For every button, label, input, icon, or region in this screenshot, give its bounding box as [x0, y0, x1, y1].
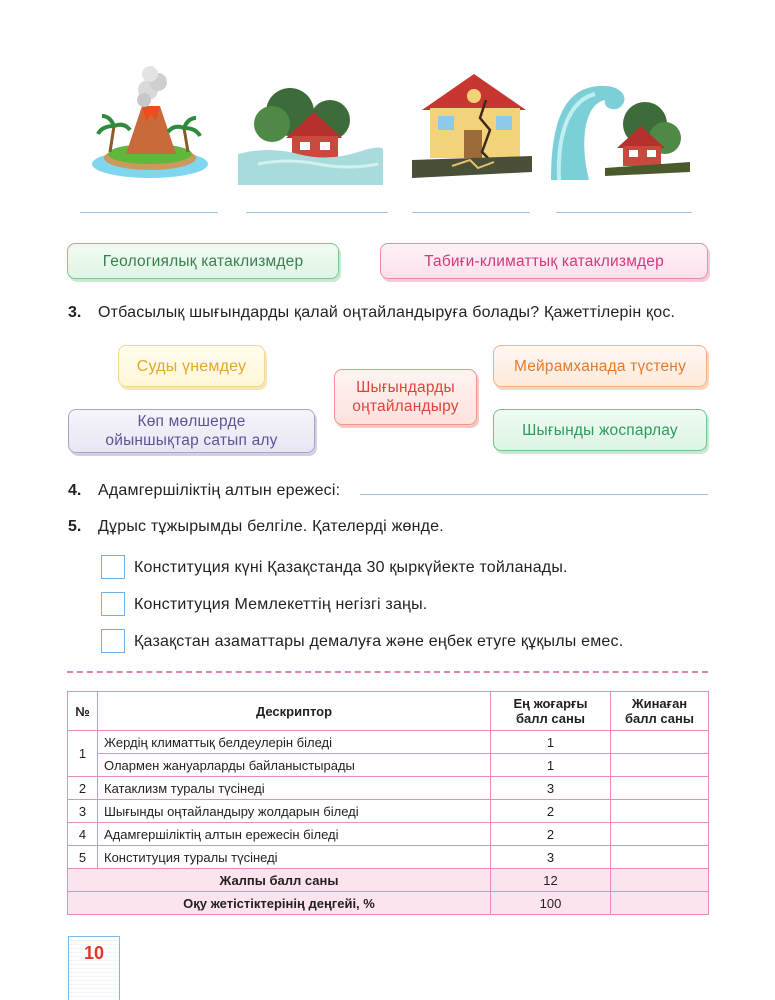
achievement-level-row [68, 892, 709, 915]
row-descriptor: Жердің климаттық белдеулерін біледі [98, 731, 491, 754]
answer-line[interactable] [80, 212, 218, 213]
statement-3: Қазақстан азаматтары демалуға және еңбек етуге құқылы емес. [134, 633, 624, 650]
statement-checkbox[interactable] [101, 555, 125, 579]
task-3-number: 3. [68, 304, 82, 321]
row-max-score: 3 [491, 846, 611, 869]
volcano-island-illustration [88, 60, 213, 185]
row-earned-score[interactable] [611, 731, 709, 754]
row-max-score: 1 [491, 731, 611, 754]
row-descriptor: Конституция туралы түсінеді [98, 846, 491, 869]
row-max-score: 2 [491, 800, 611, 823]
flood-house-illustration [238, 60, 383, 185]
row-earned-score[interactable] [611, 823, 709, 846]
table-row [68, 731, 709, 754]
option-save-water[interactable]: Суды үнемдеу [118, 345, 265, 387]
row-max-score: 2 [491, 823, 611, 846]
achievement-level-value: 100 [491, 892, 611, 915]
total-score-label: Жалпы балл саны [68, 869, 491, 892]
row-num: 2 [68, 777, 98, 800]
task-3-text: Отбасылық шығындарды қалай оңтайландыруға болады? Қажеттілерін қос. [98, 304, 676, 321]
task-4-number: 4. [68, 482, 82, 499]
task-4-text: Адамгершіліктің алтын ережесі: [98, 482, 341, 499]
row-earned-score[interactable] [611, 846, 709, 869]
header-descriptor: Дескриптор [98, 692, 491, 731]
row-descriptor: Шығынды оңтайландыру жолдарын біледі [98, 800, 491, 823]
golden-rule-answer-line[interactable] [360, 494, 708, 495]
option-restaurant[interactable]: Мейрамханада түстену [493, 345, 707, 387]
row-num: 5 [68, 846, 98, 869]
tsunami-house-illustration [545, 60, 690, 185]
row-max-score: 3 [491, 777, 611, 800]
task-5-number: 5. [68, 518, 82, 535]
option-buy-toys[interactable]: Көп мөлшерде ойыншықтар сатып алу [68, 409, 315, 453]
statement-1: Конституция күні Қазақстанда 30 қыркүйекте тойланады. [134, 559, 568, 576]
achievement-level-label: Оқу жетістіктерінің деңгейі, % [68, 892, 491, 915]
row-descriptor: Олармен жануарларды байланыстырады [98, 754, 491, 777]
table-header-row [68, 692, 709, 731]
page-number-box [68, 936, 120, 1000]
row-descriptor: Адамгершіліктің алтын ережесін біледі [98, 823, 491, 846]
page-number: 10 [83, 943, 105, 963]
row-earned-score[interactable] [611, 754, 709, 777]
table-row [68, 823, 709, 846]
table-row [68, 846, 709, 869]
total-earned-score[interactable] [611, 869, 709, 892]
table-row [68, 777, 709, 800]
achievement-level-earned[interactable] [611, 892, 709, 915]
header-max-score: Ең жоғарғы балл саны [491, 692, 611, 731]
statement-checkbox[interactable] [101, 629, 125, 653]
row-descriptor: Катаклизм туралы түсінеді [98, 777, 491, 800]
row-num: 4 [68, 823, 98, 846]
total-score-value: 12 [491, 869, 611, 892]
row-earned-score[interactable] [611, 800, 709, 823]
answer-line[interactable] [412, 212, 530, 213]
center-optimize-expenses: Шығындарды оңтайландыру [334, 369, 477, 425]
task-5-text: Дұрыс тұжырымды белгіле. Қателерді жөнде. [98, 518, 444, 535]
section-divider [67, 671, 708, 673]
assessment-rubric-table [67, 691, 709, 915]
header-num: № [68, 692, 98, 731]
statement-2: Конституция Мемлекеттің негізгі заңы. [134, 596, 428, 613]
category-natural-climatic-cataclysms[interactable]: Табиғи-климаттық катаклизмдер [380, 243, 708, 279]
row-num: 1 [68, 731, 98, 777]
category-geological-cataclysms[interactable]: Геологиялық катаклизмдер [67, 243, 339, 279]
option-plan-expenses[interactable]: Шығынды жоспарлау [493, 409, 707, 451]
row-max-score: 1 [491, 754, 611, 777]
header-earned-score: Жинаған балл саны [611, 692, 709, 731]
table-row [68, 800, 709, 823]
total-score-row [68, 869, 709, 892]
table-row [68, 754, 709, 777]
answer-line[interactable] [556, 212, 692, 213]
row-num: 3 [68, 800, 98, 823]
statement-checkbox[interactable] [101, 592, 125, 616]
answer-line[interactable] [246, 212, 388, 213]
row-earned-score[interactable] [611, 777, 709, 800]
earthquake-house-illustration [412, 60, 532, 185]
